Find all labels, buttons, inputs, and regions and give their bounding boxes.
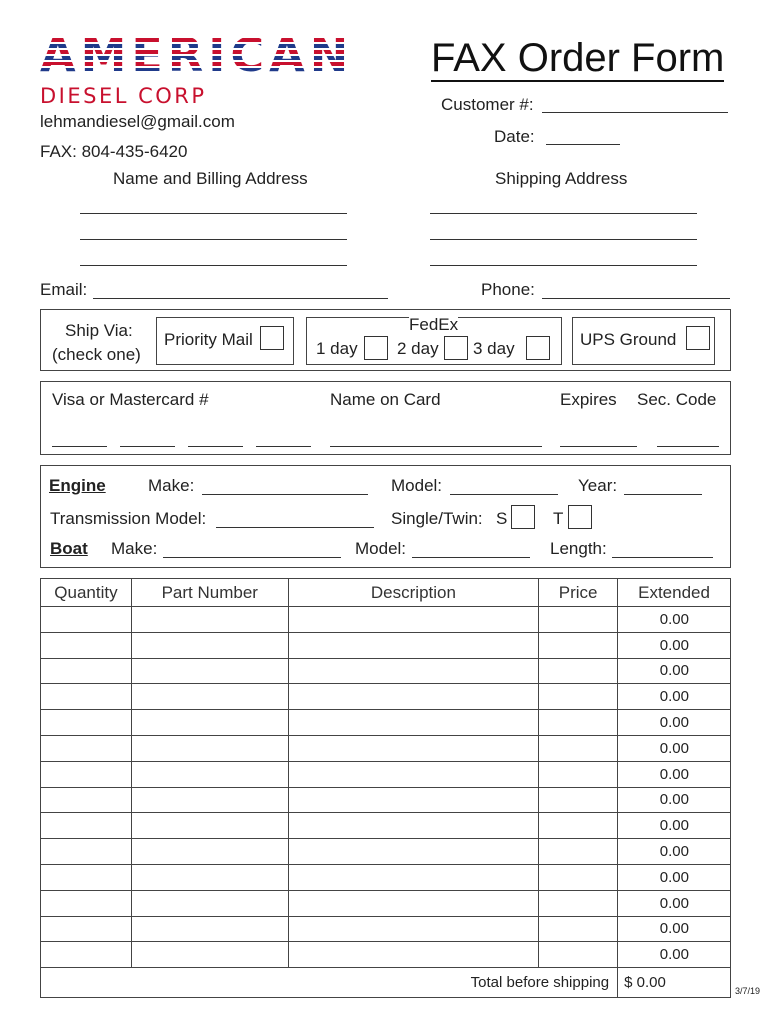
logo-subtitle: DIESEL CORP xyxy=(40,84,207,108)
price-cell[interactable] xyxy=(539,735,618,761)
order-items-table xyxy=(40,578,731,998)
price-cell[interactable] xyxy=(539,658,618,684)
form-revision-date: 3/7/19 xyxy=(735,986,761,996)
price-cell[interactable] xyxy=(539,839,618,865)
name-on-card-field[interactable] xyxy=(330,431,542,447)
phone-label: Phone: xyxy=(481,280,535,299)
expires-label: Expires xyxy=(560,390,617,409)
engine-model-label: Model: xyxy=(391,476,443,495)
ups-ground-label: UPS Ground xyxy=(580,330,677,349)
twin-checkbox[interactable] xyxy=(568,505,592,529)
quantity-cell[interactable] xyxy=(41,864,132,890)
card-number-group-4[interactable] xyxy=(256,431,311,447)
company-fax: FAX: 804-435-6420 xyxy=(40,142,188,161)
billing-address-label: Name and Billing Address xyxy=(113,169,308,188)
price-cell[interactable] xyxy=(539,684,618,710)
card-number-group-2[interactable] xyxy=(120,431,175,447)
length-label: Length: xyxy=(550,539,607,558)
part-number-cell[interactable] xyxy=(131,735,288,761)
billing-address-line-2[interactable] xyxy=(80,224,347,240)
engine-model-field[interactable] xyxy=(450,476,558,495)
description-cell[interactable] xyxy=(288,735,539,761)
ups-ground-checkbox[interactable] xyxy=(686,326,710,350)
quantity-cell[interactable] xyxy=(41,890,132,916)
part-number-cell[interactable] xyxy=(131,710,288,736)
table-row xyxy=(41,632,731,658)
logo-wordmark: AMERICAN xyxy=(40,28,354,82)
description-cell[interactable] xyxy=(288,942,539,968)
description-cell[interactable] xyxy=(288,632,539,658)
table-row xyxy=(41,839,731,865)
price-cell[interactable] xyxy=(539,632,618,658)
engine-year-label: Year: xyxy=(578,476,618,495)
table-row xyxy=(41,607,731,633)
price-cell[interactable] xyxy=(539,942,618,968)
quantity-cell[interactable] xyxy=(41,761,132,787)
transmission-model-label: Transmission Model: xyxy=(50,509,207,528)
table-row xyxy=(41,787,731,813)
quantity-cell[interactable] xyxy=(41,813,132,839)
extended-cell: 0.00 xyxy=(618,632,731,658)
fedex-3-day-label: 3 day xyxy=(473,339,515,358)
customer-number-label: Customer #: xyxy=(441,95,534,114)
fedex-2-day-label: 2 day xyxy=(397,339,439,358)
quantity-cell[interactable] xyxy=(41,787,132,813)
price-header: Price xyxy=(539,579,618,607)
part-number-cell[interactable] xyxy=(131,684,288,710)
table-row xyxy=(41,942,731,968)
table-row xyxy=(41,916,731,942)
table-row xyxy=(41,761,731,787)
email-field[interactable] xyxy=(93,280,388,299)
engine-make-field[interactable] xyxy=(202,476,368,495)
price-cell[interactable] xyxy=(539,787,618,813)
fedex-2-day-checkbox[interactable] xyxy=(444,336,468,360)
description-cell[interactable] xyxy=(288,787,539,813)
part-number-cell[interactable] xyxy=(131,787,288,813)
total-before-shipping-value: $ 0.00 xyxy=(618,968,731,998)
engine-year-field[interactable] xyxy=(624,476,702,495)
table-row xyxy=(41,735,731,761)
price-cell[interactable] xyxy=(539,607,618,633)
extended-cell: 0.00 xyxy=(618,658,731,684)
extended-cell: 0.00 xyxy=(618,942,731,968)
extended-cell: 0.00 xyxy=(618,735,731,761)
description-cell[interactable] xyxy=(288,710,539,736)
sec-code-field[interactable] xyxy=(657,431,719,447)
price-cell[interactable] xyxy=(539,813,618,839)
part-number-cell[interactable] xyxy=(131,839,288,865)
total-row xyxy=(41,968,731,998)
price-cell[interactable] xyxy=(539,761,618,787)
part-number-cell[interactable] xyxy=(131,864,288,890)
boat-model-label: Model: xyxy=(355,539,407,558)
quantity-cell[interactable] xyxy=(41,942,132,968)
quantity-cell[interactable] xyxy=(41,632,132,658)
part-number-header: Part Number xyxy=(131,579,288,607)
description-cell[interactable] xyxy=(288,684,539,710)
card-number-group-3[interactable] xyxy=(188,431,243,447)
quantity-cell[interactable] xyxy=(41,658,132,684)
price-cell[interactable] xyxy=(539,710,618,736)
quantity-cell[interactable] xyxy=(41,710,132,736)
part-number-cell[interactable] xyxy=(131,658,288,684)
fedex-1-day-checkbox[interactable] xyxy=(364,336,388,360)
part-number-cell[interactable] xyxy=(131,942,288,968)
quantity-cell[interactable] xyxy=(41,735,132,761)
extended-cell: 0.00 xyxy=(618,684,731,710)
boat-model-field[interactable] xyxy=(412,539,530,558)
boat-label: Boat xyxy=(50,539,88,558)
fedex-3-day-checkbox[interactable] xyxy=(526,336,550,360)
part-number-cell[interactable] xyxy=(131,890,288,916)
engine-make-label: Make: xyxy=(148,476,195,495)
total-before-shipping-label: Total before shipping xyxy=(41,968,618,998)
extended-cell: 0.00 xyxy=(618,607,731,633)
quantity-cell[interactable] xyxy=(41,684,132,710)
table-header-row xyxy=(41,579,731,607)
fedex-label: FedEx xyxy=(409,315,459,334)
extended-cell: 0.00 xyxy=(618,761,731,787)
part-number-cell[interactable] xyxy=(131,916,288,942)
sec-code-label: Sec. Code xyxy=(637,390,717,409)
card-number-label: Visa or Mastercard # xyxy=(52,390,209,409)
table-row xyxy=(41,864,731,890)
shipping-address-line-1[interactable] xyxy=(430,198,697,214)
billing-address-line-1[interactable] xyxy=(80,198,347,214)
page-title: FAX Order Form xyxy=(431,36,725,80)
quantity-cell[interactable] xyxy=(41,607,132,633)
engine-label: Engine xyxy=(49,476,106,495)
boat-make-label: Make: xyxy=(111,539,158,558)
shipping-address-line-3[interactable] xyxy=(430,250,697,266)
table-row xyxy=(41,710,731,736)
single-label: S xyxy=(496,509,508,528)
boat-make-field[interactable] xyxy=(163,539,341,558)
single-checkbox[interactable] xyxy=(511,505,535,529)
billing-address-line-3[interactable] xyxy=(80,250,347,266)
length-field[interactable] xyxy=(612,539,713,558)
check-one-label: (check one) xyxy=(52,345,141,364)
shipping-address-line-2[interactable] xyxy=(430,224,697,240)
description-header: Description xyxy=(288,579,539,607)
priority-mail-checkbox[interactable] xyxy=(260,326,284,350)
date-field[interactable] xyxy=(546,127,620,145)
extended-cell: 0.00 xyxy=(618,813,731,839)
name-on-card-label: Name on Card xyxy=(330,390,441,409)
phone-field[interactable] xyxy=(542,280,730,299)
expires-field[interactable] xyxy=(560,431,637,447)
price-cell[interactable] xyxy=(539,864,618,890)
extended-cell: 0.00 xyxy=(618,916,731,942)
table-row xyxy=(41,658,731,684)
card-number-group-1[interactable] xyxy=(52,431,107,447)
part-number-cell[interactable] xyxy=(131,632,288,658)
table-row xyxy=(41,813,731,839)
description-cell[interactable] xyxy=(288,916,539,942)
extended-cell: 0.00 xyxy=(618,787,731,813)
description-cell[interactable] xyxy=(288,839,539,865)
extended-header: Extended xyxy=(618,579,731,607)
quantity-cell[interactable] xyxy=(41,839,132,865)
extended-cell: 0.00 xyxy=(618,890,731,916)
quantity-header: Quantity xyxy=(41,579,132,607)
single-twin-label: Single/Twin: xyxy=(391,509,483,528)
extended-cell: 0.00 xyxy=(618,864,731,890)
ship-via-label: Ship Via: xyxy=(65,321,133,340)
part-number-cell[interactable] xyxy=(131,607,288,633)
quantity-cell[interactable] xyxy=(41,916,132,942)
email-label: Email: xyxy=(40,280,88,299)
part-number-cell[interactable] xyxy=(131,813,288,839)
fedex-1-day-label: 1 day xyxy=(316,339,358,358)
customer-number-field[interactable] xyxy=(542,95,728,113)
company-email: lehmandiesel@gmail.com xyxy=(40,112,235,131)
price-cell[interactable] xyxy=(539,916,618,942)
table-row xyxy=(41,890,731,916)
description-cell[interactable] xyxy=(288,890,539,916)
twin-label: T xyxy=(553,509,564,528)
shipping-address-label: Shipping Address xyxy=(495,169,628,188)
extended-cell: 0.00 xyxy=(618,839,731,865)
table-row xyxy=(41,684,731,710)
date-label: Date: xyxy=(494,127,535,146)
description-cell[interactable] xyxy=(288,761,539,787)
transmission-model-field[interactable] xyxy=(216,509,374,528)
part-number-cell[interactable] xyxy=(131,761,288,787)
priority-mail-label: Priority Mail xyxy=(164,330,253,349)
description-cell[interactable] xyxy=(288,864,539,890)
description-cell[interactable] xyxy=(288,658,539,684)
extended-cell: 0.00 xyxy=(618,710,731,736)
description-cell[interactable] xyxy=(288,607,539,633)
price-cell[interactable] xyxy=(539,890,618,916)
description-cell[interactable] xyxy=(288,813,539,839)
